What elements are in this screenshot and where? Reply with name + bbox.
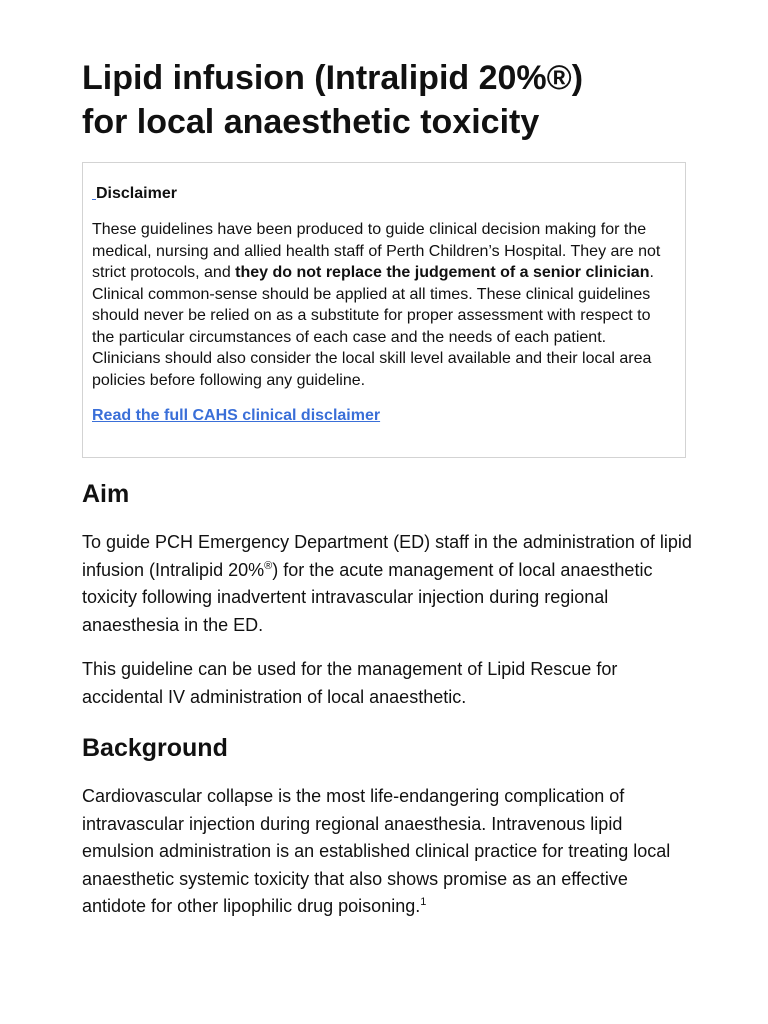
aim-heading: Aim — [82, 480, 130, 508]
disclaimer-box — [82, 162, 686, 458]
aim-paragraph-1 — [82, 529, 692, 639]
aim-paragraph-2: This guideline can be used for the management of Lipid Rescue for accidental IV administration of local anaesthetic. — [82, 659, 618, 707]
registered-mark: ® — [264, 559, 273, 572]
disclaimer-heading — [92, 183, 675, 205]
page-title — [82, 56, 702, 144]
aim-paragraph-1-part-2: ) for the acute management of local anaesthetic toxicity following inadvertent intravascular injection during regional anaesthesia in the ED. — [82, 559, 653, 635]
disclaimer-text-part-1: These guidelines have been produced to guide clinical decision making for the medical, nursing and allied health staff of Perth Children’s Hospital. They are not strict protocols, and — [92, 221, 661, 281]
full-disclaimer-link[interactable]: Read the full CAHS clinical disclaimer — [92, 407, 381, 424]
reference-superscript[interactable]: 1 — [420, 896, 427, 908]
aim-paragraph-1-part-1: To guide PCH Emergency Department (ED) staff in the administration of lipid infusion (Intralipid 20% — [82, 532, 692, 580]
disclaimer-heading-text: Disclaimer — [96, 185, 177, 202]
disclaimer-text-bold: they do not replace the judgement of a senior clinician — [235, 264, 650, 281]
disclaimer-text — [92, 219, 675, 391]
disclaimer-text-part-2: . Clinical common-sense should be applied at all times. These clinical guidelines should never be relied on as a substitute for proper assessment with respect to the particular circumstances of each case and the needs of each patient. Clinicians should also consider the local skill level available and their local area policies before following any guideline. — [92, 264, 654, 389]
background-heading: Background — [82, 734, 228, 762]
background-paragraph-1-text: Cardiovascular collapse is the most life-endangering complication of intravascular injection during regional anaesthesia. Intravenous lipid emulsion administration is an established clinical practice for treating local anaesthetic systemic toxicity that also shows promise as an effective antidote for other lipophilic drug poisoning. — [82, 786, 671, 916]
background-paragraph-1 — [82, 783, 692, 921]
page-title-line-1: Lipid infusion (Intralipid 20%®) — [82, 59, 584, 97]
page-title-line-2: for local anaesthetic toxicity — [82, 103, 540, 141]
